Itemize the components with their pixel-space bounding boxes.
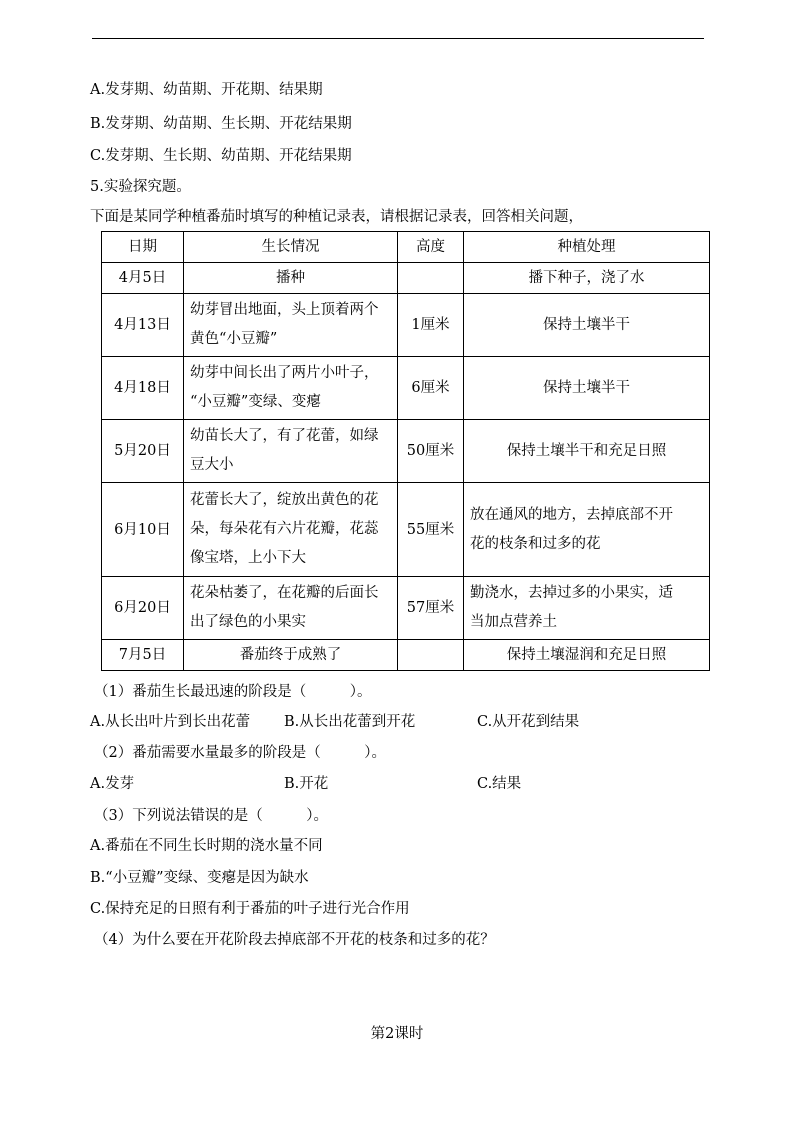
- cell-date: 5月20日: [102, 420, 184, 483]
- page-footer: 第2课时: [370, 1026, 424, 1042]
- cell-treatment-line: 花的枝条和过多的花: [470, 535, 601, 552]
- cell-growth-line: 幼芽冒出地面，头上顶着两个: [190, 302, 379, 318]
- cell-date: 7月5日: [102, 640, 184, 671]
- q1-option-b: B.从长出花蕾到开花: [284, 714, 416, 730]
- cell-growth: [184, 577, 398, 640]
- cell-height: 50厘米: [398, 420, 464, 483]
- cell-treatment: [464, 577, 710, 640]
- table-header-row: [102, 232, 710, 263]
- cell-growth-line: 朵，每朵花有六片花瓣，花蕊: [190, 521, 379, 537]
- question-2-options: [90, 774, 521, 794]
- cell-date: 4月5日: [102, 263, 184, 294]
- cell-height: [398, 263, 464, 294]
- q3-option-b: B.“小豆瓣”变绿、变瘪是因为缺水: [90, 870, 309, 886]
- q1-option-c: C.从开花到结果: [477, 714, 580, 730]
- question-2: （2）番茄需要水量最多的阶段是（ ）。: [94, 745, 386, 761]
- question-1-options: [90, 712, 579, 732]
- cell-growth-line: 番茄终于成熟了: [239, 647, 342, 663]
- cell-treatment: [464, 640, 710, 671]
- cell-growth: [184, 294, 398, 357]
- cell-treatment-line: 保持土壤湿润和充足日照: [506, 647, 667, 663]
- cell-date: 6月20日: [102, 577, 184, 640]
- cell-height: 55厘米: [398, 483, 464, 577]
- cell-treatment-line: 当加点营养土: [470, 614, 557, 630]
- table-row: [102, 294, 710, 357]
- cell-treatment-line: 保持土壤半干: [543, 317, 630, 333]
- option-a-prev: A.发芽期、幼苗期、开花期、结果期: [90, 82, 323, 98]
- question-3: （3）下列说法错误的是（ ）。: [94, 808, 328, 824]
- planting-record-table: [101, 231, 710, 671]
- header-height: 高度: [398, 232, 464, 263]
- cell-growth: [184, 357, 398, 420]
- cell-growth-line: 黄色“小豆瓣”: [190, 331, 278, 347]
- q3-option-c: C.保持充足的日照有利于番茄的叶子进行光合作用: [90, 901, 410, 917]
- cell-treatment: [464, 420, 710, 483]
- cell-date: 4月18日: [102, 357, 184, 420]
- cell-treatment-line: 保持土壤半干和充足日照: [506, 443, 667, 459]
- cell-growth-line: 豆大小: [190, 457, 234, 473]
- option-c-prev: C.发芽期、生长期、幼苗期、开花结果期: [90, 148, 352, 164]
- q2-option-b: B.开花: [284, 776, 329, 792]
- cell-growth: [184, 263, 398, 294]
- cell-growth-line: 出了绿色的小果实: [190, 614, 306, 630]
- cell-height: 57厘米: [398, 577, 464, 640]
- cell-growth-line: “小豆瓣”变绿、变瘪: [190, 394, 321, 410]
- cell-treatment-line: 保持土壤半干: [543, 380, 630, 396]
- cell-treatment: [464, 263, 710, 294]
- q1-option-a: A.从长出叶片到长出花蕾: [90, 714, 251, 730]
- cell-treatment: [464, 294, 710, 357]
- cell-growth-line: 像宝塔，上小下大: [190, 550, 306, 566]
- header-date: 日期: [102, 232, 184, 263]
- table-row: [102, 640, 710, 671]
- cell-growth: [184, 483, 398, 577]
- cell-treatment-line: 放在通风的地方，去掉底部不开: [470, 506, 673, 523]
- cell-growth-line: 播种: [276, 270, 305, 286]
- cell-date: 6月10日: [102, 483, 184, 577]
- cell-growth-line: 花朵枯萎了，在花瓣的后面长: [190, 585, 379, 601]
- question-4: （4）为什么要在开花阶段去掉底部不开花的枝条和过多的花？: [94, 932, 495, 948]
- section-title: 5.实验探究题。: [90, 179, 191, 195]
- cell-height: 1厘米: [398, 294, 464, 357]
- cell-growth: [184, 420, 398, 483]
- cell-treatment: [464, 483, 710, 577]
- cell-growth-line: 幼苗长大了，有了花蕾，如绿: [190, 428, 379, 444]
- header-treatment: 种植处理: [464, 232, 710, 263]
- cell-height: [398, 640, 464, 671]
- header-rule: [92, 38, 704, 39]
- table-row: [102, 483, 710, 577]
- table-row: [102, 263, 710, 294]
- table-row: [102, 357, 710, 420]
- cell-treatment: [464, 357, 710, 420]
- cell-growth-line: 幼芽中间长出了两片小叶子，: [190, 365, 379, 381]
- cell-height: 6厘米: [398, 357, 464, 420]
- table-row: [102, 577, 710, 640]
- cell-treatment-line: 播下种子，浇了水: [528, 270, 645, 286]
- cell-growth: [184, 640, 398, 671]
- intro-text: 下面是某同学种植番茄时填写的种植记录表，请根据记录表，回答相关问题，: [90, 209, 583, 225]
- q3-option-a: A.番茄在不同生长时期的浇水量不同: [90, 838, 323, 854]
- q2-option-c: C.结果: [477, 776, 522, 792]
- cell-treatment-line: 勤浇水，去掉过多的小果实，适: [470, 585, 673, 601]
- cell-growth-line: 花蕾长大了，绽放出黄色的花: [190, 492, 379, 508]
- question-1: （1）番茄生长最迅速的阶段是（ ）。: [94, 684, 372, 700]
- cell-date: 4月13日: [102, 294, 184, 357]
- header-growth: 生长情况: [184, 232, 398, 263]
- table-row: [102, 420, 710, 483]
- option-b-prev: B.发芽期、幼苗期、生长期、开花结果期: [90, 116, 352, 132]
- q2-option-a: A.发芽: [90, 776, 135, 792]
